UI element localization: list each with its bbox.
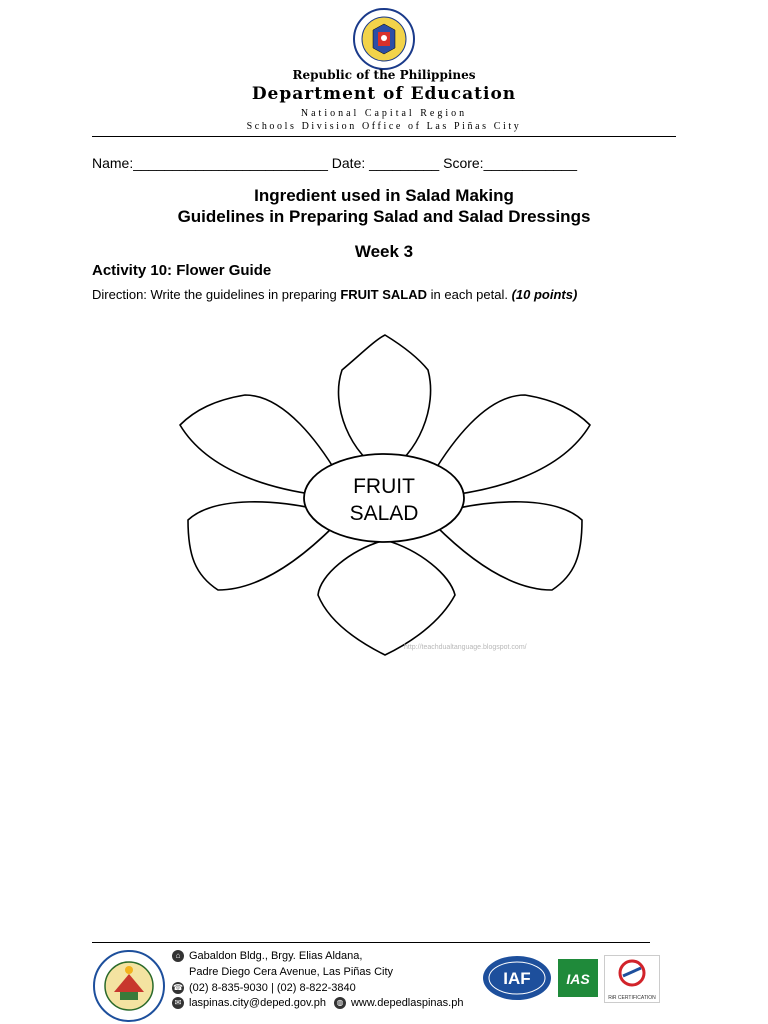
building-icon: ⌂ [172,950,184,962]
petal-top [339,335,431,473]
date-field[interactable]: Date: _________ [331,155,440,171]
footer-divider [92,942,650,943]
image-source-watermark: http://teachdualtanguage.blogspot.com/ [404,644,527,651]
name-date-score-row [92,155,577,171]
phone-icon: ☎ [173,983,183,992]
activity-title: Activity 10: Flower Guide [92,262,272,279]
division-heading: Schools Division Office of Las Piñas City [246,121,522,132]
direction-points: (10 points) [511,287,578,302]
direction-prefix: Direction: Write the guidelines in preparing [92,287,341,302]
footer-address-line2 [189,966,393,978]
address-line1-text: Gabaldon Bldg., Brgy. Elias Aldana, [189,950,363,962]
center-text-line2: SALAD [349,502,419,525]
direction-mid: in each petal. [427,287,512,302]
center-text-line1: FRUIT [353,475,415,498]
iaf-badge-icon [482,955,552,1001]
flower-diagram [170,325,600,665]
direction-bold: FRUIT SALAD [340,287,428,302]
deped-seal-icon [347,8,421,70]
ias-badge-icon [556,955,600,1001]
region-heading: National Capital Region [300,108,468,119]
petal-bottom [318,540,455,655]
score-field[interactable]: Score:____________ [443,155,578,171]
republic-heading: Republic of the Philippines [292,68,476,82]
week-label: Week 3 [354,242,414,261]
flower-center [304,454,464,542]
rir-badge-text: RiR CERTIFICATION [608,995,656,1001]
name-field[interactable]: Name:_________________________ [92,155,328,171]
globe-icon: ◍ [334,997,346,1009]
activity-direction [92,287,577,302]
department-heading: Department of Education [251,84,517,104]
lesson-title: Ingredient used in Salad Making [254,186,514,205]
footer-address-line1 [172,950,362,962]
email-icon: ✉ [172,997,184,1009]
address-line2-text: Padre Diego Cera Avenue, Las Piñas City [189,966,394,978]
rir-certification-badge [604,955,660,1003]
sdo-las-pinas-logo-icon [90,948,168,1024]
website-link[interactable]: www.depedlaspinas.ph [350,997,464,1009]
footer-phone [172,982,356,994]
email-link[interactable]: laspinas.city@deped.gov.ph [189,997,326,1009]
ias-badge-text: IAS [566,971,590,987]
rir-swoosh-icon [605,956,659,990]
footer-email-web [172,997,463,1009]
iaf-badge-text: IAF [503,969,531,988]
lesson-subtitle: Guidelines in Preparing Salad and Salad Dressings [177,207,591,226]
header-divider [92,136,676,137]
phone-text: (02) 8-835-9030 | (02) 8-822-3840 [189,982,356,994]
